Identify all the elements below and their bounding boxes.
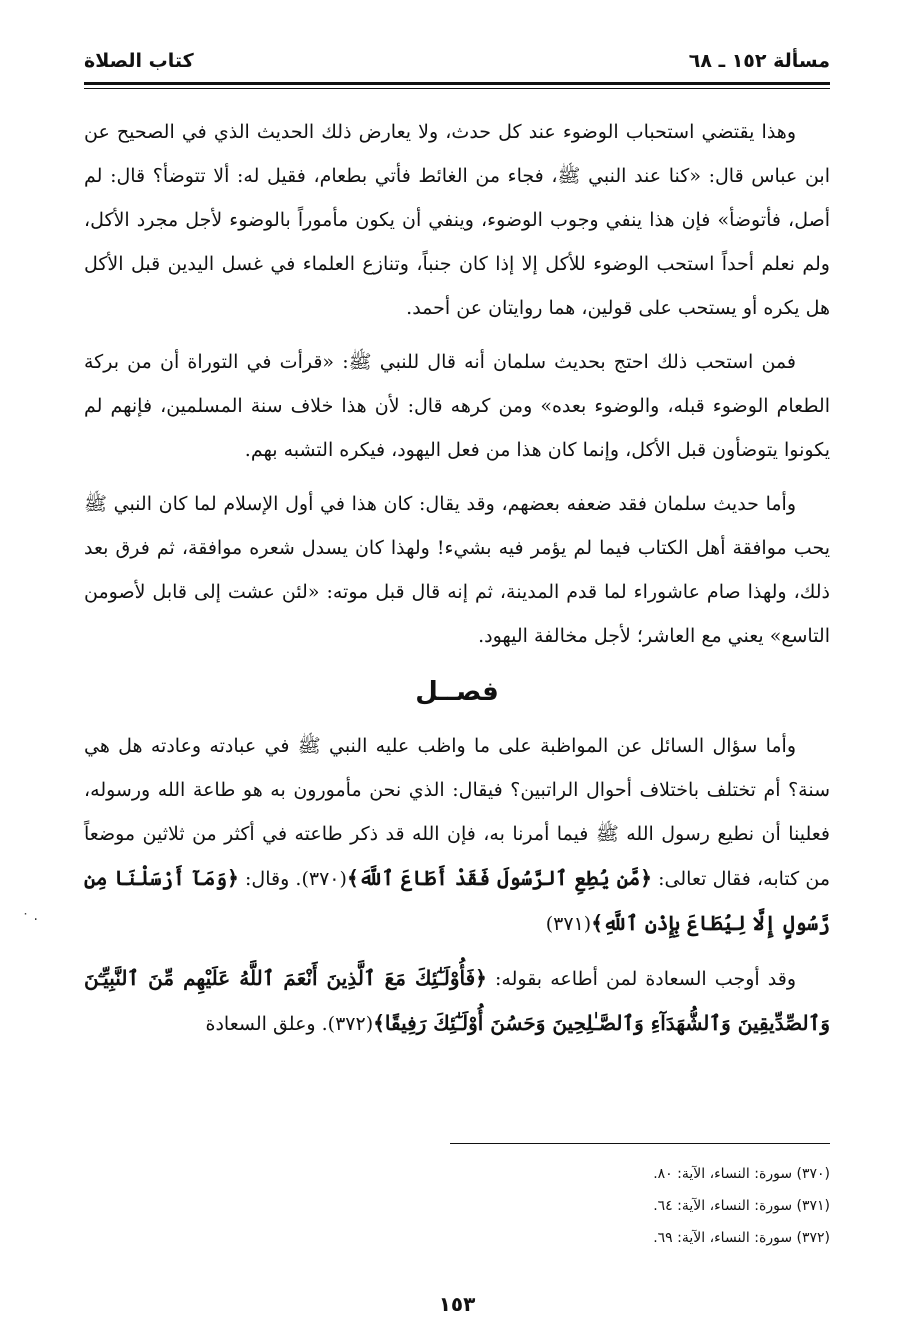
footnotes	[84, 1158, 830, 1254]
quran-verse-1: ﴿مَّن يُطِعِ ٱلرَّسُولَ فَقَدْ أَطَاعَ ٱللَّهَ﴾	[346, 866, 652, 890]
margin-speck-decoration: ˙ ·	[22, 912, 38, 928]
running-header	[84, 46, 830, 76]
header-rule-thin	[84, 88, 830, 89]
paragraph-1: وهذا يقتضي استحباب الوضوء عند كل حدث، ولا يعارض ذلك الحديث الذي في الصحيح عن ابن عباس قال: «كنا عند النبي ﷺ، فجاء من الغائط فأتي بطعام، فقيل له: ألا تتوضأ؟ قال: لم أصل، فأتوضأ» فإن هذا ينفي وجوب الوضوء، وينفي أن يكون مأموراً بالوضوء لأجل مجرد الأكل، ولم نعلم أحداً استحب الوضوء للأكل إلا إذا كان جنباً، وتنازع العلماء في غسل اليدين قبل الأكل هل يكره أو يستحب على قولين، هما روايتان عن أحمد.	[84, 121, 830, 319]
quran-verse-2: ﴿وَمَآ أَرْسَلْنَا مِن رَّسُولٍ إِلَّا لِيُطَاعَ بِإِذْنِ ٱللَّهِ﴾	[84, 866, 830, 935]
paragraph-2: فمن استحب ذلك احتج بحديث سلمان أنه قال للنبي ﷺ: «قرأت في التوراة أن من بركة الطعام الوضوء قبله، والوضوء بعده» ومن كرهه قال: لأن هذا خلاف سنة المسلمين، فإنهم لم يكونوا يتوضأون قبل الأكل، وإنما كان هذا من فعل اليهود، فيكره التشبه بهم.	[84, 351, 830, 461]
page-number: ١٥٣	[438, 1292, 476, 1316]
footnote-ref-371: (٣٧١)	[545, 913, 592, 935]
paragraph-4-mid: . وقال:	[238, 868, 302, 890]
paragraph-4-text: وأما سؤال السائل عن المواظبة على ما واظب عليه النبي ﷺ في عبادته وعادته هل هي سنة؟ أم تختلف باختلاف أحوال الراتبين؟ فيقال: الذي نحن مأمورون به هو طاعة الله ورسوله، فعلينا أن نطيع رسول الله ﷺ فيما أمرنا به، فإن الله قد ذكر طاعته في أكثر من ثلاثين موضعاً من كتابه، فقال تعالى:	[84, 735, 831, 890]
issue-label: مسألة ١٥٢ ـ ٦٨	[688, 50, 830, 72]
quran-verse-3: ﴿فَأُوْلَـٰٓئِكَ مَعَ ٱلَّذِينَ أَنْعَمَ ٱللَّهُ عَلَيْهِم مِّنَ ٱلنَّبِيِّـۧنَ وَٱلصِّدِّيقِينَ وَٱلشُّهَدَآءِ وَٱلصَّـٰلِحِينَ وَحَسُنَ أُوْلَـٰٓئِكَ رَفِيقًا﴾	[84, 966, 830, 1035]
paragraph-3: وأما حديث سلمان فقد ضعفه بعضهم، وقد يقال: كان هذا في أول الإسلام لما كان النبي ﷺ يحب موافقة أهل الكتاب فيما لم يؤمر فيه بشيء! ولهذا كان يسدل شعره موافقة، ثم فرق بعد ذلك، ولهذا صام عاشوراء لما قدم المدينة، ثم إنه قال قبل موته: «لئن عشت إلى قابل لأصومن التاسع» يعني مع العاشر؛ لأجل مخالفة اليهود.	[84, 493, 830, 647]
footnote-371: (٣٧١) سورة: النساء، الآية: ٦٤.	[653, 1198, 830, 1214]
paragraph-5-tail: . وعلق السعادة	[205, 1013, 328, 1035]
footnote-372: (٣٧٢) سورة: النساء، الآية: ٦٩.	[653, 1230, 830, 1246]
footnote-ref-370: (٣٧٠)	[301, 868, 347, 890]
paragraph-5-text: وقد أوجب السعادة لمن أطاعه بقوله:	[486, 968, 796, 990]
header-rule-thick	[84, 82, 830, 85]
footnote-370: (٣٧٠) سورة: النساء، الآية: ٨٠.	[653, 1166, 830, 1182]
paragraph-5	[84, 956, 830, 1046]
book-title: كتاب الصلاة	[84, 50, 194, 72]
footnote-ref-372: (٣٧٢)	[327, 1013, 374, 1035]
footnote-separator	[450, 1143, 830, 1144]
section-title: فصــل	[415, 677, 499, 707]
paragraph-4	[84, 724, 830, 946]
body-text	[84, 110, 830, 1062]
